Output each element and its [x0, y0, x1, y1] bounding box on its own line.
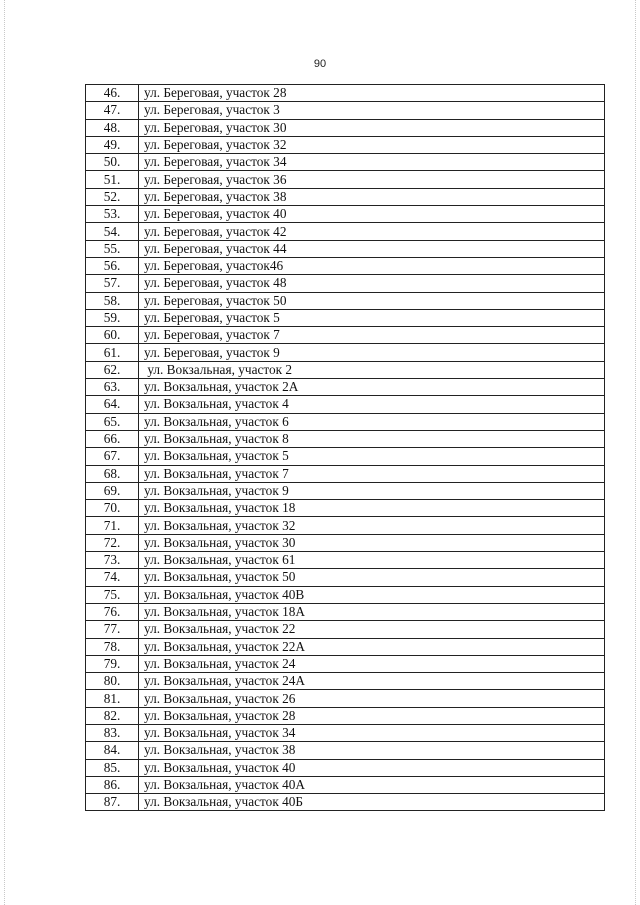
row-number: 81.: [86, 690, 139, 707]
table-row: [86, 188, 605, 205]
table-row: [86, 102, 605, 119]
table-row: [86, 154, 605, 171]
table-row: [86, 136, 605, 153]
row-number: 60.: [86, 327, 139, 344]
row-address: ул. Вокзальная, участок 40А: [139, 776, 605, 793]
row-address: ул. Береговая, участок 9: [139, 344, 605, 361]
row-address: ул. Вокзальная, участок 24: [139, 655, 605, 672]
table-row: [86, 223, 605, 240]
row-number: 80.: [86, 673, 139, 690]
table-row: [86, 430, 605, 447]
row-address: ул. Вокзальная, участок 4: [139, 396, 605, 413]
row-number: 83.: [86, 724, 139, 741]
row-address: ул. Вокзальная, участок 34: [139, 724, 605, 741]
row-number: 62.: [86, 361, 139, 378]
table-row: [86, 742, 605, 759]
table-row: [86, 309, 605, 326]
table-row: [86, 724, 605, 741]
table-row: [86, 500, 605, 517]
page-number: 90: [313, 58, 327, 70]
row-address: ул. Береговая, участок 32: [139, 136, 605, 153]
table-row: [86, 638, 605, 655]
row-address: ул. Вокзальная, участок 30: [139, 534, 605, 551]
table-row: [86, 206, 605, 223]
row-address: ул. Береговая, участок 5: [139, 309, 605, 326]
row-address: ул. Вокзальная, участок 7: [139, 465, 605, 482]
table-row: [86, 257, 605, 274]
row-address: ул. Береговая, участок 36: [139, 171, 605, 188]
table-row: [86, 534, 605, 551]
row-address: ул. Вокзальная, участок 50: [139, 569, 605, 586]
row-address: ул. Вокзальная, участок 18: [139, 500, 605, 517]
row-number: 69.: [86, 482, 139, 499]
row-address: ул. Вокзальная, участок 40Б: [139, 794, 605, 811]
scan-edge-left: [4, 0, 6, 905]
table-row: [86, 379, 605, 396]
table-row: [86, 396, 605, 413]
table-row: [86, 482, 605, 499]
row-address: ул. Вокзальная, участок 6: [139, 413, 605, 430]
row-address: ул. Береговая, участок 48: [139, 275, 605, 292]
row-number: 58.: [86, 292, 139, 309]
row-number: 55.: [86, 240, 139, 257]
row-number: 71.: [86, 517, 139, 534]
row-number: 54.: [86, 223, 139, 240]
address-table-body: [86, 85, 605, 811]
row-number: 84.: [86, 742, 139, 759]
row-address: ул. Вокзальная, участок 2: [139, 361, 605, 378]
table-row: [86, 240, 605, 257]
table-row: [86, 707, 605, 724]
row-address: ул. Вокзальная, участок 40В: [139, 586, 605, 603]
table-row: [86, 759, 605, 776]
row-address: ул. Береговая, участок 44: [139, 240, 605, 257]
row-address: ул. Вокзальная, участок 9: [139, 482, 605, 499]
table-row: [86, 275, 605, 292]
row-number: 66.: [86, 430, 139, 447]
table-row: [86, 655, 605, 672]
table-row: [86, 569, 605, 586]
row-number: 78.: [86, 638, 139, 655]
row-number: 64.: [86, 396, 139, 413]
row-number: 49.: [86, 136, 139, 153]
row-number: 46.: [86, 85, 139, 102]
row-number: 67.: [86, 448, 139, 465]
row-address: ул. Вокзальная, участок 28: [139, 707, 605, 724]
row-number: 48.: [86, 119, 139, 136]
row-address: ул. Вокзальная, участок 22А: [139, 638, 605, 655]
row-number: 68.: [86, 465, 139, 482]
row-number: 72.: [86, 534, 139, 551]
table-row: [86, 448, 605, 465]
row-number: 61.: [86, 344, 139, 361]
row-number: 79.: [86, 655, 139, 672]
row-number: 59.: [86, 309, 139, 326]
table-row: [86, 794, 605, 811]
row-number: 47.: [86, 102, 139, 119]
table-row: [86, 517, 605, 534]
row-address: ул. Вокзальная, участок 5: [139, 448, 605, 465]
scan-edge-right: [635, 0, 637, 905]
table-row: [86, 171, 605, 188]
row-address: ул. Вокзальная, участок 40: [139, 759, 605, 776]
row-address: ул. Вокзальная, участок 26: [139, 690, 605, 707]
row-number: 77.: [86, 621, 139, 638]
row-number: 50.: [86, 154, 139, 171]
row-address: ул. Вокзальная, участок 32: [139, 517, 605, 534]
table-row: [86, 673, 605, 690]
row-address: ул. Береговая, участок 42: [139, 223, 605, 240]
row-number: 51.: [86, 171, 139, 188]
row-address: ул. Береговая, участок 38: [139, 188, 605, 205]
address-table: [85, 84, 605, 811]
row-address: ул. Береговая, участок46: [139, 257, 605, 274]
table-row: [86, 327, 605, 344]
row-number: 65.: [86, 413, 139, 430]
table-row: [86, 776, 605, 793]
row-address: ул. Вокзальная, участок 8: [139, 430, 605, 447]
row-address: ул. Береговая, участок 34: [139, 154, 605, 171]
row-number: 73.: [86, 552, 139, 569]
table-row: [86, 361, 605, 378]
table-row: [86, 552, 605, 569]
row-address: ул. Береговая, участок 28: [139, 85, 605, 102]
row-number: 86.: [86, 776, 139, 793]
row-address: ул. Береговая, участок 7: [139, 327, 605, 344]
row-number: 52.: [86, 188, 139, 205]
table-row: [86, 413, 605, 430]
table-row: [86, 85, 605, 102]
row-address: ул. Вокзальная, участок 2А: [139, 379, 605, 396]
row-number: 75.: [86, 586, 139, 603]
row-number: 82.: [86, 707, 139, 724]
row-number: 85.: [86, 759, 139, 776]
table-row: [86, 586, 605, 603]
row-address: ул. Вокзальная, участок 24А: [139, 673, 605, 690]
row-number: 74.: [86, 569, 139, 586]
table-row: [86, 690, 605, 707]
row-address: ул. Вокзальная, участок 61: [139, 552, 605, 569]
row-number: 63.: [86, 379, 139, 396]
row-address: ул. Береговая, участок 30: [139, 119, 605, 136]
table-row: [86, 603, 605, 620]
table-row: [86, 119, 605, 136]
table-row: [86, 465, 605, 482]
table-row: [86, 344, 605, 361]
row-address: ул. Береговая, участок 40: [139, 206, 605, 223]
table-row: [86, 292, 605, 309]
row-number: 70.: [86, 500, 139, 517]
row-address: ул. Береговая, участок 50: [139, 292, 605, 309]
row-number: 76.: [86, 603, 139, 620]
row-address: ул. Вокзальная, участок 22: [139, 621, 605, 638]
row-number: 53.: [86, 206, 139, 223]
row-number: 87.: [86, 794, 139, 811]
row-address: ул. Береговая, участок 3: [139, 102, 605, 119]
table-row: [86, 621, 605, 638]
row-address: ул. Вокзальная, участок 18А: [139, 603, 605, 620]
row-number: 56.: [86, 257, 139, 274]
row-number: 57.: [86, 275, 139, 292]
row-address: ул. Вокзальная, участок 38: [139, 742, 605, 759]
